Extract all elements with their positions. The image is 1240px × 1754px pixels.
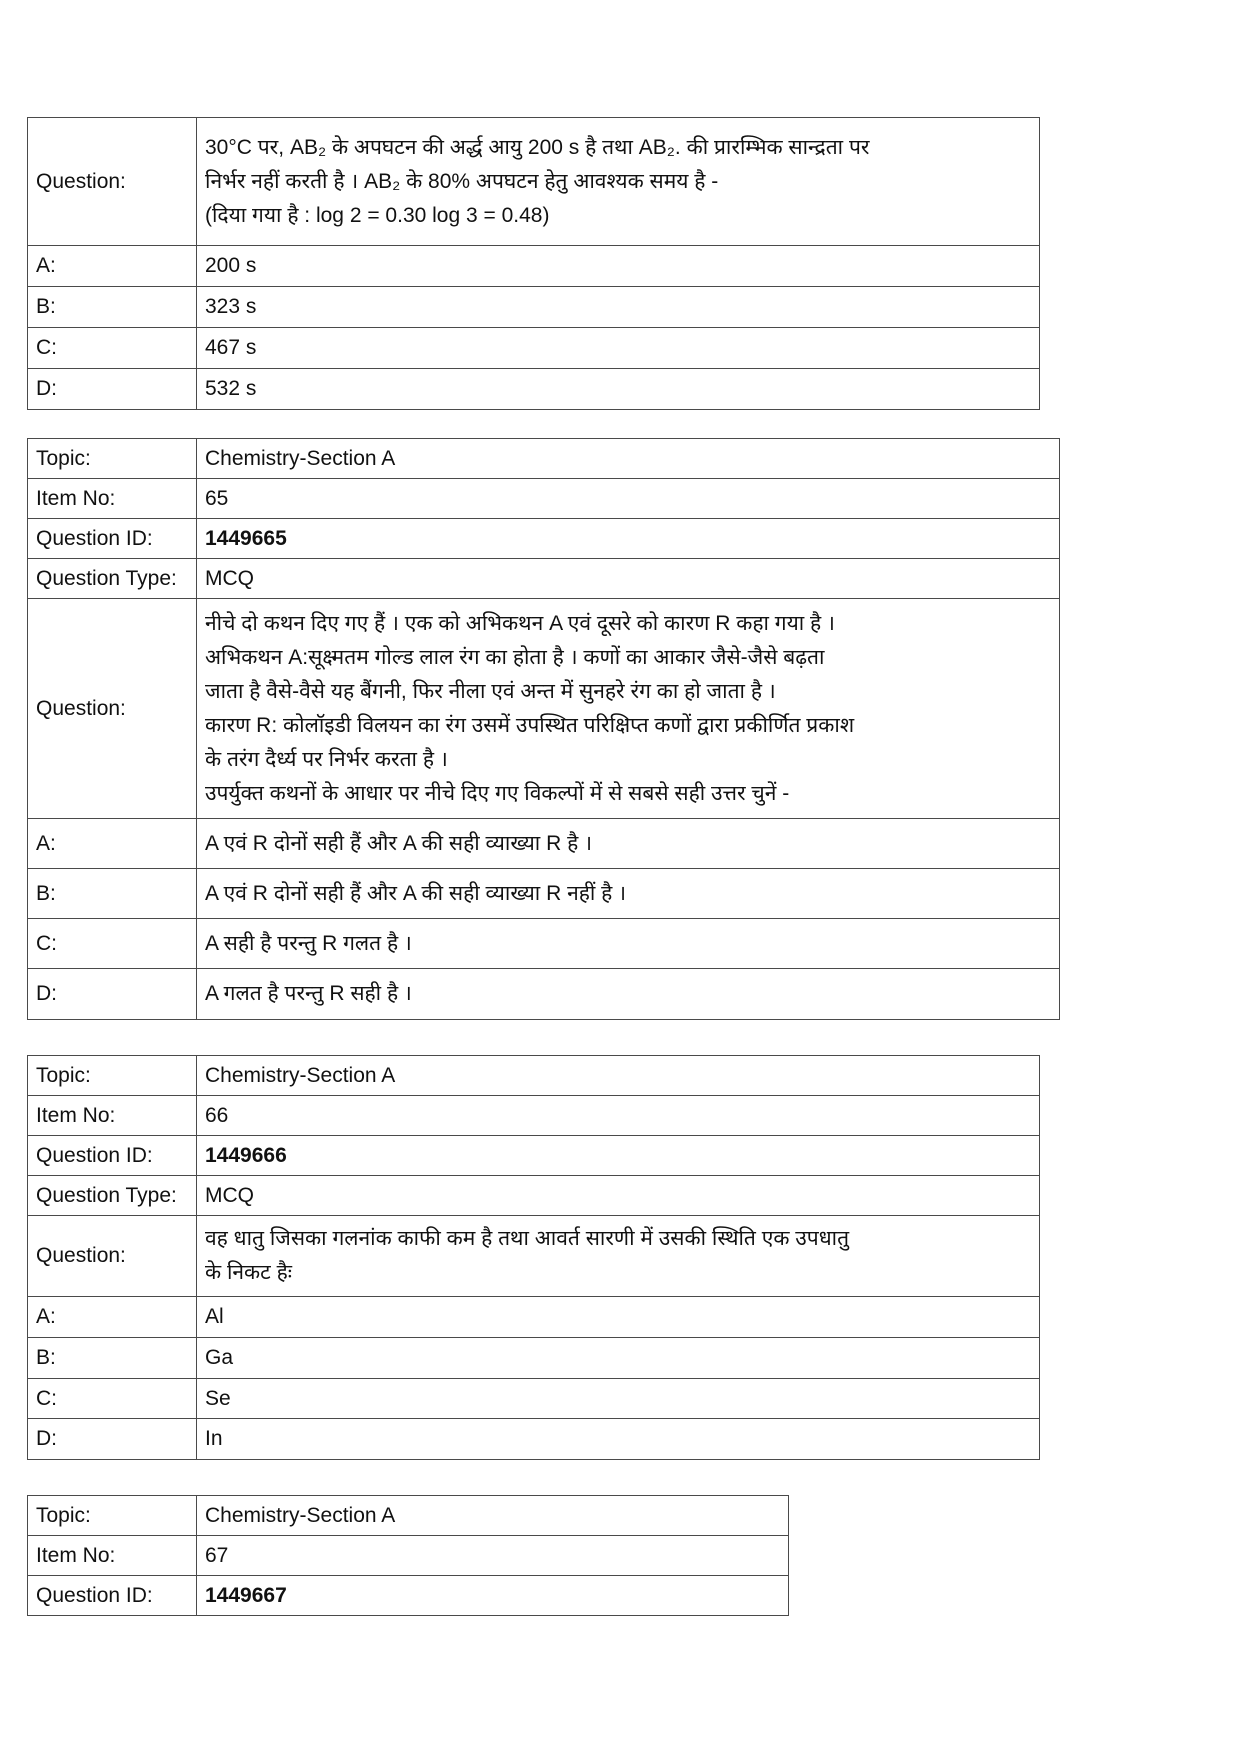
meta-row	[28, 1136, 1040, 1176]
option-row	[28, 1338, 1040, 1379]
question-label: Question:	[28, 599, 197, 819]
topic-label: Topic:	[28, 1056, 197, 1096]
option-label: A:	[28, 1297, 197, 1338]
item-no-label: Item No:	[28, 1536, 197, 1576]
option-value: Al	[197, 1297, 1040, 1338]
option-value: 467 s	[197, 328, 1040, 369]
option-value: Ga	[197, 1338, 1040, 1379]
question-line: के तरंग दैर्ध्य पर निर्भर करता है ।	[205, 747, 448, 771]
question-line: जाता है वैसे-वैसे यह बैंगनी, फिर नीला एवं अन्त में सुनहरे रंग का हो जाता है ।	[205, 679, 776, 703]
item-no-label: Item No:	[28, 479, 197, 519]
meta-row	[28, 1536, 789, 1576]
option-row	[28, 819, 1060, 869]
option-label: C:	[28, 328, 197, 369]
question-line: अभिकथन A:सूक्ष्मतम गोल्ड लाल रंग का होता है । कणों का आकार जैसे-जैसे बढ़ता	[205, 645, 825, 669]
meta-row	[28, 439, 1060, 479]
question-id-label: Question ID:	[28, 519, 197, 559]
option-value: Se	[197, 1379, 1040, 1419]
option-label: D:	[28, 369, 197, 410]
question-line: वह धातु जिसका गलनांक काफी कम है तथा आवर्त सारणी में उसकी स्थिति एक उपधातु	[205, 1227, 850, 1250]
question-text	[197, 1216, 1040, 1297]
question-line: के निकट हैः	[205, 1261, 292, 1284]
question-label: Question:	[28, 118, 197, 246]
question-line: उपर्युक्त कथनों के आधार पर नीचे दिए गए विकल्पों में से सबसे सही उत्तर चुनें -	[205, 781, 790, 805]
question-table-64	[27, 117, 1040, 410]
option-value: 532 s	[197, 369, 1040, 410]
option-value: 200 s	[197, 246, 1040, 287]
question-text	[197, 118, 1040, 246]
question-table-66	[27, 1055, 1040, 1460]
option-row	[28, 919, 1060, 969]
option-row	[28, 969, 1060, 1020]
option-label: C:	[28, 919, 197, 969]
question-line: 30°C पर, AB₂ के अपघटन की अर्द्ध आयु 200 s है तथा AB₂. की प्रारम्भिक सान्द्रता पर	[205, 135, 870, 159]
item-no-value: 66	[197, 1096, 1040, 1136]
option-value: 323 s	[197, 287, 1040, 328]
question-type-value: MCQ	[197, 1176, 1040, 1216]
question-type-value: MCQ	[197, 559, 1060, 599]
meta-row	[28, 1576, 789, 1616]
option-label: B:	[28, 287, 197, 328]
option-label: B:	[28, 1338, 197, 1379]
option-label: D:	[28, 969, 197, 1020]
option-row	[28, 246, 1040, 287]
question-type-label: Question Type:	[28, 1176, 197, 1216]
option-label: B:	[28, 869, 197, 919]
option-value: A सही है परन्तु R गलत है ।	[197, 919, 1060, 969]
meta-row	[28, 479, 1060, 519]
option-label: D:	[28, 1419, 197, 1460]
meta-row	[28, 559, 1060, 599]
question-line: (दिया गया है : log 2 = 0.30 log 3 = 0.48)	[205, 203, 550, 227]
option-row	[28, 869, 1060, 919]
topic-value: Chemistry-Section A	[197, 1496, 789, 1536]
topic-value: Chemistry-Section A	[197, 1056, 1040, 1096]
topic-label: Topic:	[28, 439, 197, 479]
question-table-65	[27, 438, 1060, 1020]
option-row	[28, 328, 1040, 369]
question-label: Question:	[28, 1216, 197, 1297]
option-label: C:	[28, 1379, 197, 1419]
item-no-value: 65	[197, 479, 1060, 519]
question-id-value: 1449666	[197, 1136, 1040, 1176]
question-id-value: 1449665	[197, 519, 1060, 559]
option-value: A गलत है परन्तु R सही है ।	[197, 969, 1060, 1020]
question-line: कारण R: कोलॉइडी विलयन का रंग उसमें उपस्थित परिक्षिप्त कणों द्वारा प्रकीर्णित प्रकाश	[205, 713, 855, 737]
question-line: नीचे दो कथन दिए गए हैं । एक को अभिकथन A एवं दूसरे को कारण R कहा गया है ।	[205, 611, 835, 635]
option-value: A एवं R दोनों सही हैं और A की सही व्याख्या R है ।	[197, 819, 1060, 869]
option-value: In	[197, 1419, 1040, 1460]
meta-row	[28, 1496, 789, 1536]
option-row	[28, 1297, 1040, 1338]
question-id-value: 1449667	[197, 1576, 789, 1616]
item-no-label: Item No:	[28, 1096, 197, 1136]
meta-row	[28, 1056, 1040, 1096]
option-row	[28, 369, 1040, 410]
question-line: निर्भर नहीं करती है । AB₂ के 80% अपघटन हेतु आवश्यक समय है -	[205, 169, 719, 193]
question-text	[197, 599, 1060, 819]
topic-value: Chemistry-Section A	[197, 439, 1060, 479]
question-id-label: Question ID:	[28, 1576, 197, 1616]
topic-label: Topic:	[28, 1496, 197, 1536]
meta-row	[28, 1176, 1040, 1216]
question-type-label: Question Type:	[28, 559, 197, 599]
item-no-value: 67	[197, 1536, 789, 1576]
meta-row	[28, 1096, 1040, 1136]
option-row	[28, 1379, 1040, 1419]
question-table-67	[27, 1495, 789, 1616]
option-row	[28, 287, 1040, 328]
option-value: A एवं R दोनों सही हैं और A की सही व्याख्या R नहीं है ।	[197, 869, 1060, 919]
option-row	[28, 1419, 1040, 1460]
option-label: A:	[28, 246, 197, 287]
meta-row	[28, 519, 1060, 559]
option-label: A:	[28, 819, 197, 869]
question-id-label: Question ID:	[28, 1136, 197, 1176]
